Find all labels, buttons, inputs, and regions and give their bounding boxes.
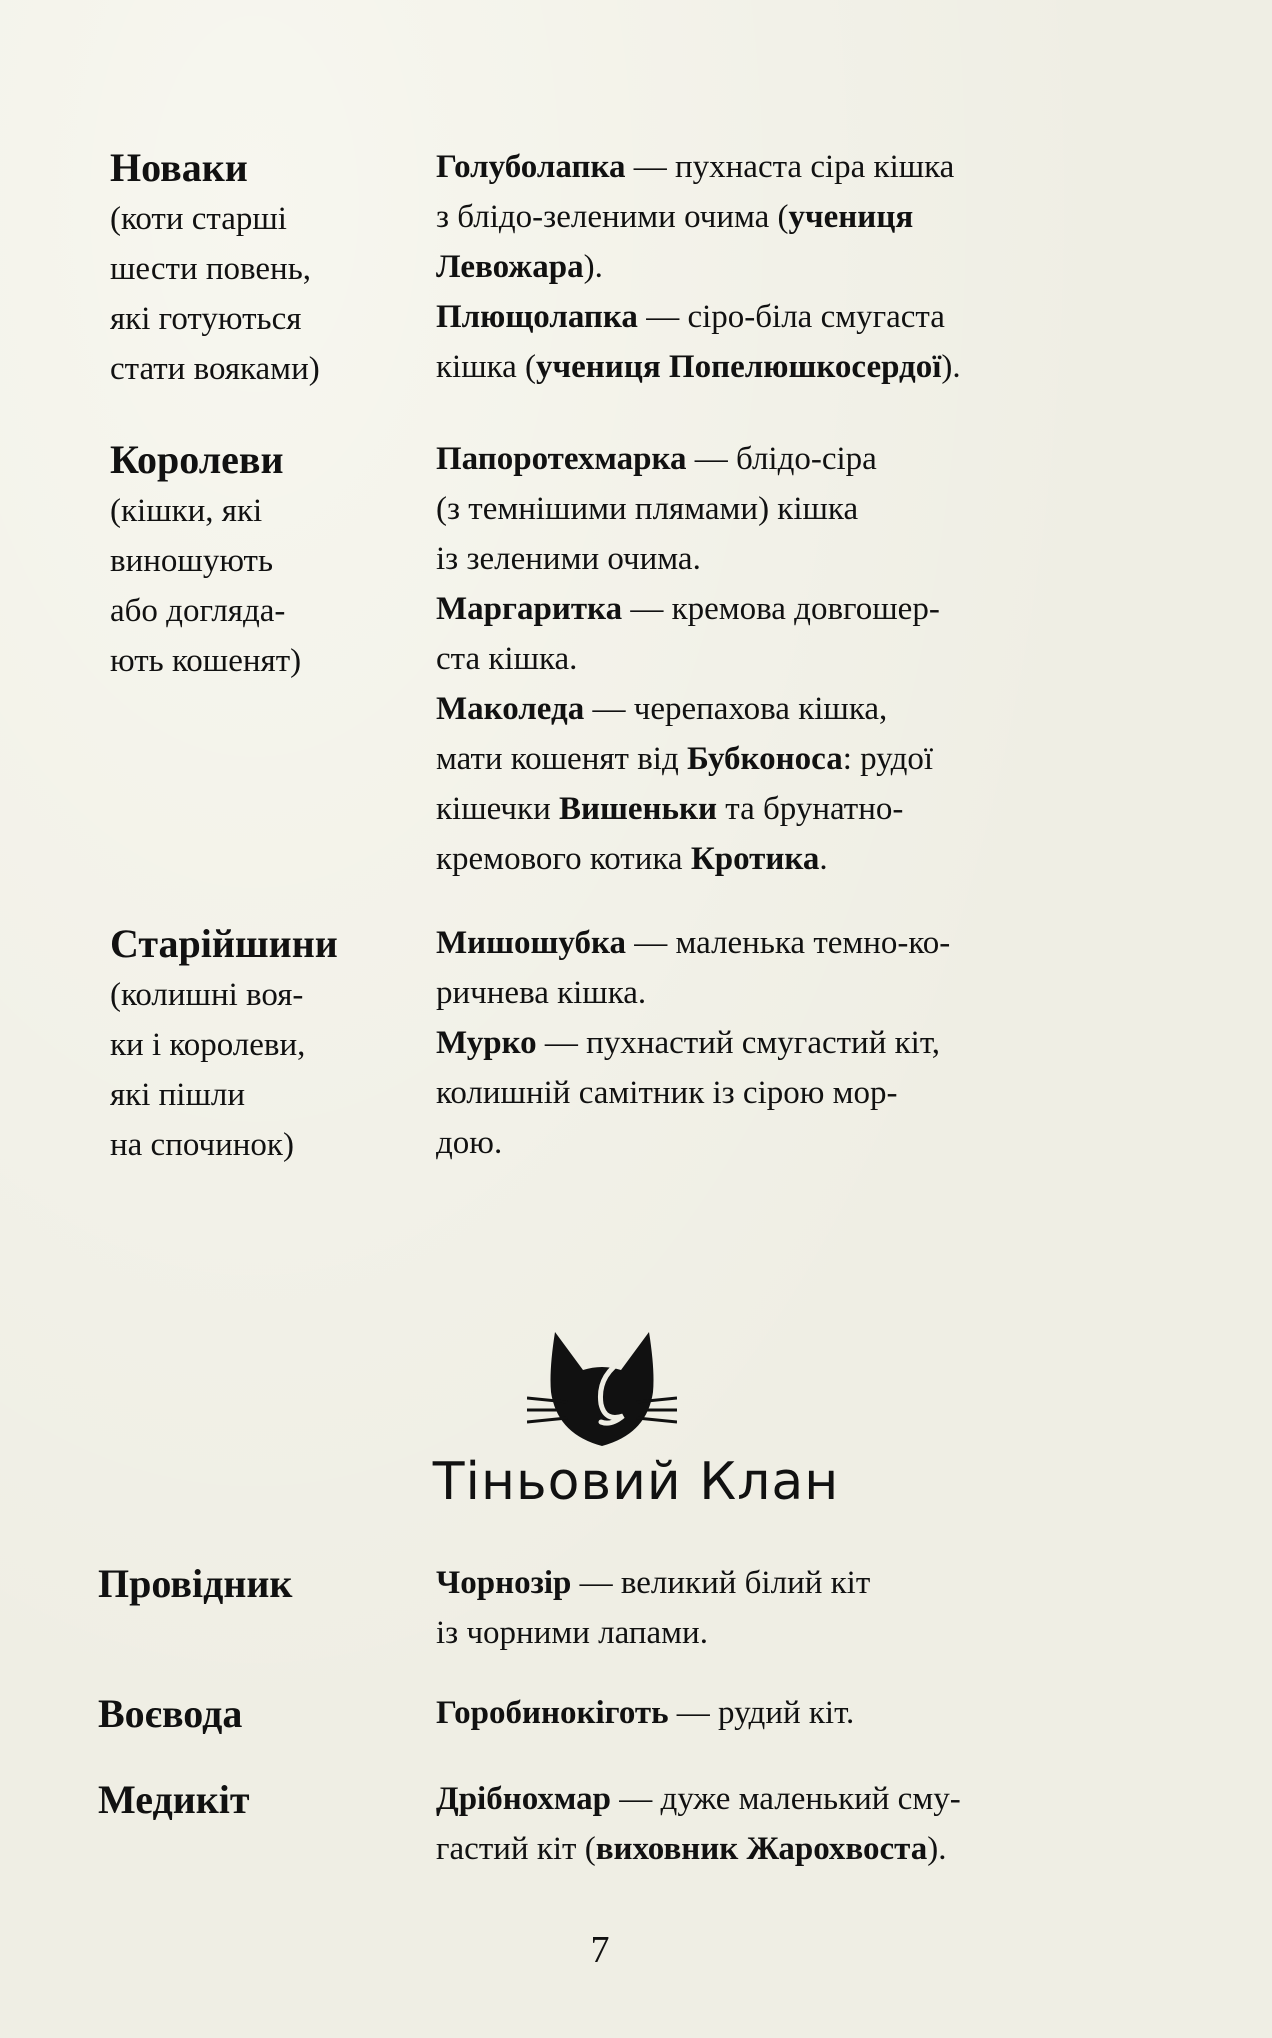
cat-entry <box>436 918 1136 1018</box>
clan-title: Тіньовий Клан <box>432 1452 840 1512</box>
cat-name: Плющолапка <box>436 299 638 335</box>
rank-description: (коти старші шести повень, які готуються стати вояками) <box>110 201 320 387</box>
cat-name: Дрібнохмар <box>436 1781 612 1817</box>
cat-entry <box>436 584 1136 684</box>
cat-entry <box>436 1018 1136 1168</box>
cat-mate-name: Бубконоса <box>687 741 843 777</box>
entries-column <box>436 434 1136 884</box>
cat-description: — блідо-сіра (з темнішими плямами) кішка із зеленими очима. <box>436 441 877 577</box>
rank-column <box>98 1688 398 1740</box>
cat-entry <box>436 1688 1136 1738</box>
cat-name: Голуболапка <box>436 149 626 185</box>
rank-title: Новаки <box>110 145 248 190</box>
cat-description: — маленька темно-ко- ричнева кішка. <box>436 925 951 1011</box>
cat-name: Мишошубка <box>436 925 626 961</box>
entries-column <box>436 918 1136 1168</box>
rank-column <box>98 1558 398 1610</box>
cat-description: — сіро-біла смугаста кішка ( <box>436 299 945 385</box>
cat-name: Маколеда <box>436 691 585 727</box>
cat-description: . <box>819 841 828 877</box>
cat-description: — черепахова кішка, мати кошенят від <box>436 691 888 777</box>
rank-title: Провідник <box>98 1561 293 1606</box>
cat-entry <box>436 142 1136 292</box>
cat-head-icon <box>527 1330 677 1450</box>
cat-entry <box>436 684 1136 884</box>
cat-apprentice: виховник Жарохвоста <box>595 1831 928 1867</box>
cat-entry <box>436 1774 1136 1874</box>
cat-name: Мурко <box>436 1025 537 1061</box>
cat-description: : рудої кішечки <box>436 741 934 827</box>
rank-title: Медикіт <box>98 1777 250 1822</box>
rank-description: (кішки, які виношують або догляда- ють кошенят) <box>110 493 302 679</box>
cat-description: — кремова довгошер- ста кішка. <box>436 591 940 677</box>
cat-entry <box>436 292 1136 392</box>
cat-description: — пухнастий смугастий кіт, колишній самітник із сірою мор- дою. <box>436 1025 941 1161</box>
cat-name: Чорнозір <box>436 1565 572 1601</box>
cat-name: Маргаритка <box>436 591 623 627</box>
rank-column <box>110 918 410 1170</box>
kit-name: Кротика <box>690 841 820 877</box>
cat-description-tail: ). <box>583 249 603 285</box>
cat-entry <box>436 434 1136 584</box>
kit-name: Вишеньки <box>558 791 718 827</box>
rank-title: Королеви <box>110 437 284 482</box>
cat-description: — пухнаста сіра кішка з блідо-зеленими очима ( <box>436 149 955 235</box>
entries-column <box>436 1688 1136 1738</box>
entries-column <box>436 1558 1136 1658</box>
rank-column <box>110 142 410 394</box>
rank-column <box>98 1774 398 1826</box>
cat-description: та брунатно- кремового котика <box>436 791 904 877</box>
rank-description: (колишні воя- ки і королеви, які пішли на спочинок) <box>110 977 306 1163</box>
cat-name: Горобинокіготь <box>436 1695 669 1731</box>
cat-description: — великий білий кіт із чорними лапами. <box>436 1565 871 1651</box>
cat-description-tail: ). <box>941 349 961 385</box>
entries-column <box>436 1774 1136 1874</box>
rank-column <box>110 434 410 686</box>
cat-name: Папоротехмарка <box>436 441 687 477</box>
cat-entry <box>436 1558 1136 1658</box>
entries-column <box>436 142 1136 392</box>
cat-mentor: учениця Левожара <box>436 199 914 285</box>
cat-description: — дуже маленький сму- гастий кіт ( <box>436 1781 961 1867</box>
cat-description: — рудий кіт. <box>668 1695 855 1731</box>
cat-mentor: учениця Попелюшкосердої <box>536 349 942 385</box>
page-number: 7 <box>590 1929 610 1971</box>
cat-description-tail: ). <box>927 1831 947 1867</box>
rank-title: Старійшини <box>110 921 338 966</box>
rank-title: Воєвода <box>98 1691 243 1736</box>
